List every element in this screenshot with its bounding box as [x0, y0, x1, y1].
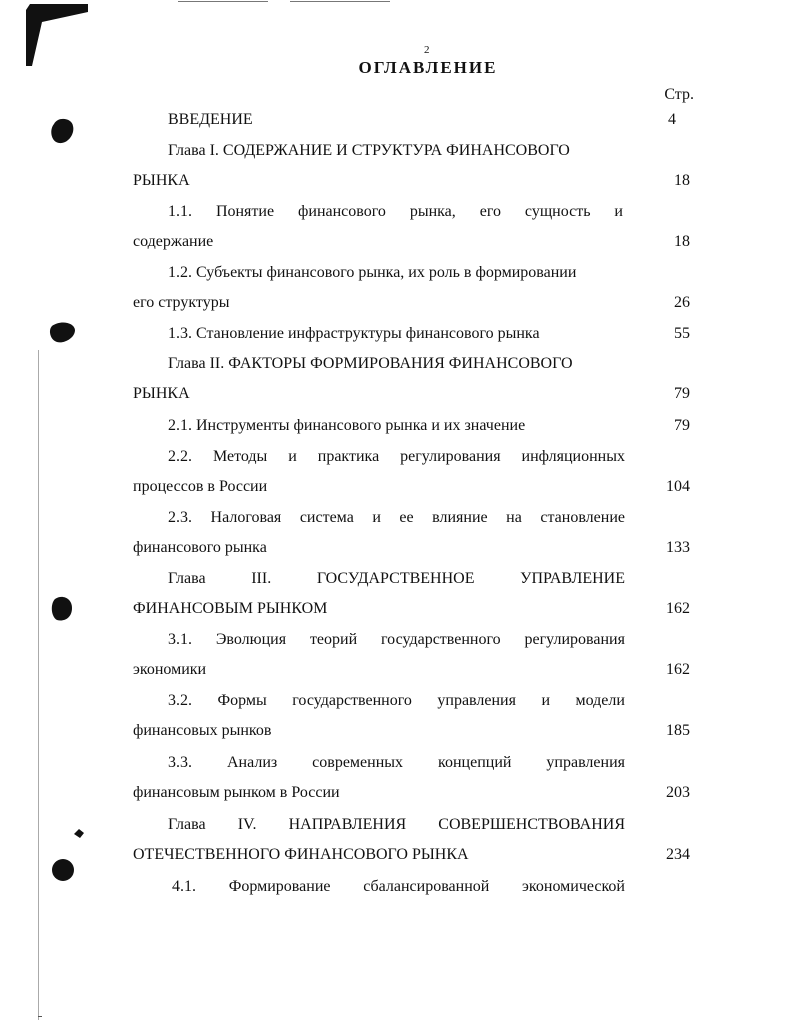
toc-entry-page: 104 [666, 478, 690, 495]
toc-entry-text: 3.2. [168, 692, 192, 709]
toc-entry-text: 3.1. [168, 631, 192, 648]
toc-entry-text [168, 753, 625, 773]
toc-entry-text: ее [399, 509, 414, 526]
toc-entry-text: современных [312, 754, 404, 771]
toc-entry-text: IV. [237, 816, 257, 833]
toc-entry-text: сбалансированной [363, 878, 490, 895]
toc-entry-text: финансового рынка [133, 539, 267, 556]
toc-entry-text: ОТЕЧЕСТВЕННОГО ФИНАНСОВОГО РЫНКА [133, 846, 469, 863]
toc-entry-text: и [541, 692, 550, 709]
toc-entry-text: 4.1. [172, 878, 196, 895]
toc-entry-text [168, 691, 625, 711]
toc-entry-text: 2.2. [168, 448, 192, 465]
toc-entry-page: 79 [674, 417, 690, 434]
toc-entry-text: на [506, 509, 522, 526]
toc-entry-text: инфляционных [521, 448, 625, 465]
toc-entry-text: рынка, [409, 203, 456, 220]
toc-entry-text: финансовым рынком в России [133, 784, 340, 801]
toc-entry-text: процессов в России [133, 478, 268, 495]
toc-entry-page: 26 [674, 294, 690, 311]
toc-entry-text: Глава II. ФАКТОРЫ ФОРМИРОВАНИЯ ФИНАНСОВОГО [168, 355, 573, 372]
toc-entry-text: содержание [133, 233, 214, 250]
toc-entry-text: концепций [438, 754, 512, 771]
toc-entry [0, 110, 796, 132]
toc-entry-text: Методы [212, 448, 268, 465]
toc-entry-page: 55 [674, 325, 690, 342]
toc-entry-text: РЫНКА [133, 172, 190, 189]
toc-entry-text: III. [251, 570, 272, 587]
toc-entry-text [168, 508, 625, 528]
toc-entry-text: и [614, 203, 623, 220]
toc-entry [0, 877, 796, 899]
toc-entry-page: 234 [666, 846, 690, 863]
toc-entry-text: ГОСУДАРСТВЕННОЕ [316, 570, 475, 587]
toc-entry-text: 2.1. Инструменты финансового рынка и их значение [168, 417, 526, 434]
toc-entry-text: его структуры [133, 294, 230, 311]
toc-entry-text: Глава I. СОДЕРЖАНИЕ И СТРУКТУРА ФИНАНСОВОГО [168, 142, 570, 159]
toc-entry-text: влияние [432, 509, 488, 526]
toc-entry-text: Налоговая [210, 509, 282, 526]
toc-entry-text: РЫНКА [133, 385, 190, 402]
toc-entry-page: 4 [668, 111, 676, 128]
toc-entry-text [168, 569, 625, 589]
toc-entry-text: 1.2. Субъекты финансового рынка, их роль в формировании [168, 264, 577, 281]
page-number: 2 [424, 44, 430, 56]
scan-corner-mark [0, 0, 92, 72]
toc-entry-text: практика [317, 448, 380, 465]
toc-entry-page: 18 [674, 233, 690, 250]
toc-entry-text: Анализ [226, 754, 278, 771]
scan-top-line [290, 1, 390, 2]
toc-entry-text: экономики [133, 661, 207, 678]
toc-entry-text: СОВЕРШЕНСТВОВАНИЯ [438, 816, 625, 833]
toc-entry-text: 3.3. [168, 754, 192, 771]
toc-entry-text: Глава [168, 816, 206, 833]
toc-entry-text: государственного [292, 692, 412, 709]
toc-entry-page: 185 [666, 722, 690, 739]
toc-entry-text: 2.3. [168, 509, 192, 526]
page-column-label: Стр. [664, 86, 694, 103]
toc-entry-text: государственного [381, 631, 501, 648]
toc-entry-page: 162 [666, 661, 690, 678]
scan-top-line [178, 1, 268, 2]
toc-entry-text: управления [437, 692, 516, 709]
toc-entry-text: Понятие [215, 203, 275, 220]
scan-bottom-tick [38, 1016, 42, 1017]
toc-entry-text [168, 202, 623, 222]
toc-entry-page: 18 [674, 172, 690, 189]
toc-entry-text: финансовых рынков [133, 722, 272, 739]
toc-entry-text: становление [540, 509, 625, 526]
toc-entry-text [168, 815, 625, 835]
toc-entry-text: Глава [168, 570, 206, 587]
toc-entry-text: Формы [217, 692, 267, 709]
toc-entry-page: 133 [666, 539, 690, 556]
toc-entry-text: сущность [524, 203, 591, 220]
toc-entry-text: регулирования [524, 631, 625, 648]
toc-entry-text: НАПРАВЛЕНИЯ [288, 816, 407, 833]
toc-entry-text: и [372, 509, 381, 526]
toc-entry-page: 79 [674, 385, 690, 402]
toc-entry-text: 1.3. Становление инфраструктуры финансового рынка [168, 325, 540, 342]
toc-entry-text: Формирование [228, 878, 331, 895]
page-title: ОГЛАВЛЕНИЕ [358, 58, 498, 77]
toc-entry-text: финансового [298, 203, 386, 220]
toc-entry-text: и [288, 448, 297, 465]
toc-entry-text: система [299, 509, 354, 526]
toc-entry-text: управления [546, 754, 625, 771]
toc-entry-text [168, 630, 625, 650]
toc-entry-text: Эволюция [215, 631, 287, 648]
toc-entry-text: ФИНАНСОВЫМ РЫНКОМ [133, 600, 328, 617]
toc-entry-text [172, 877, 625, 897]
toc-entry-text: УПРАВЛЕНИЕ [520, 570, 625, 587]
toc-entry-text: регулирования [400, 448, 501, 465]
toc-entry-text: его [479, 203, 501, 220]
toc-entry-page: 203 [666, 784, 690, 801]
toc-entry-text: теорий [309, 631, 358, 648]
toc-entry-page: 162 [666, 600, 690, 617]
toc-entry-text: 1.1. [168, 203, 192, 220]
toc-entry-text: модели [575, 692, 625, 709]
toc-entry-text [168, 447, 625, 467]
toc-entry-text: экономической [522, 878, 625, 895]
toc-entry-text: ВВЕДЕНИЕ [168, 111, 253, 128]
